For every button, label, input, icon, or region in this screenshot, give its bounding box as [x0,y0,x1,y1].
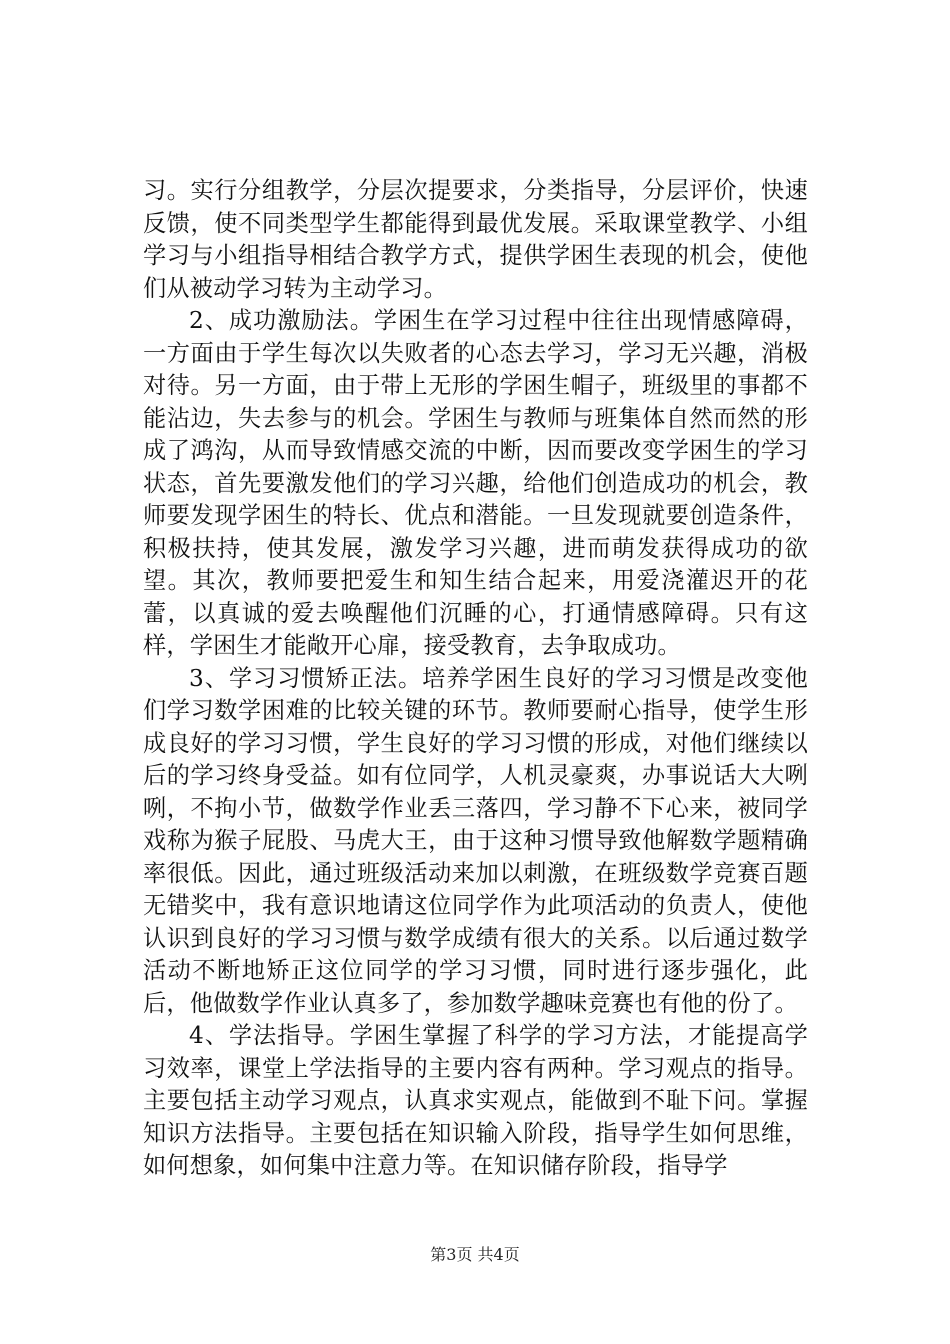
paragraph-2: 2、成功激励法。学困生在学习过程中往往出现情感障碍，一方面由于学生每次以失败者的心态去学习，学习无兴趣，消极对待。另一方面，由于带上无形的学困生帽子，班级里的事都不能沾边，失去参与的机会。学困生与教师与班集体自然而然的形成了鸿沟，从而导致情感交流的中断，因而要改变学困生的学习状态，首先要激发他们的学习兴趣，给他们创造成功的机会，教师要发现学困生的特长、优点和潜能。一旦发现就要创造条件，积极扶持，使其发展，激发学习兴趣，进而萌发获得成功的欲望。其次，教师要把爱生和知生结合起来，用爱浇灌迟开的花蕾，以真诚的爱去唤醒他们沉睡的心，打通情感障碍。只有这样，学困生才能敞开心扉，接受教育，去争取成功。 [143,307,808,659]
document-body [143,175,808,1183]
paragraph-1: 习。实行分组教学，分层次提要求，分类指导，分层评价，快速反馈，使不同类型学生都能得到最优发展。采取课堂教学、小组学习与小组指导相结合教学方式，提供学困生表现的机会，使他们从被动学习转为主动学习。 [143,177,808,302]
paragraph-4: 4、学法指导。学困生掌握了科学的学习方法，才能提高学习效率，课堂上学法指导的主要内容有两种。学习观点的指导。主要包括主动学习观点，认真求实观点，能做到不耻下问。掌握知识方法指导。主要包括在知识输入阶段，指导学生如何思维，如何想象，如何集中注意力等。在知识储存阶段，指导学 [143,1022,808,1179]
page-footer: 第3页 共4页 [430,1245,520,1264]
paragraph-3: 3、学习习惯矫正法。培养学困生良好的学习习惯是改变他们学习数学困难的比较关键的环节。教师要耐心指导，使学生形成良好的学习习惯，学生良好的学习习惯的形成，对他们继续以后的学习终身受益。如有位同学，人机灵豪爽，办事说话大大咧咧，不拘小节，做数学作业丢三落四，学习静不下心来，被同学戏称为猴子屁股、马虎大王，由于这种习惯导致他解数学题精确率很低。因此，通过班级活动来加以刺激，在班级数学竞赛百题无错奖中，我有意识地请这位同学作为此项活动的负责人，使他认识到良好的学习习惯与数学成绩有很大的关系。以后通过数学活动不断地矫正这位同学的学习习惯，同时进行逐步强化，此后，他做数学作业认真多了，参加数学趣味竞赛也有他的份了。 [143,664,808,1017]
